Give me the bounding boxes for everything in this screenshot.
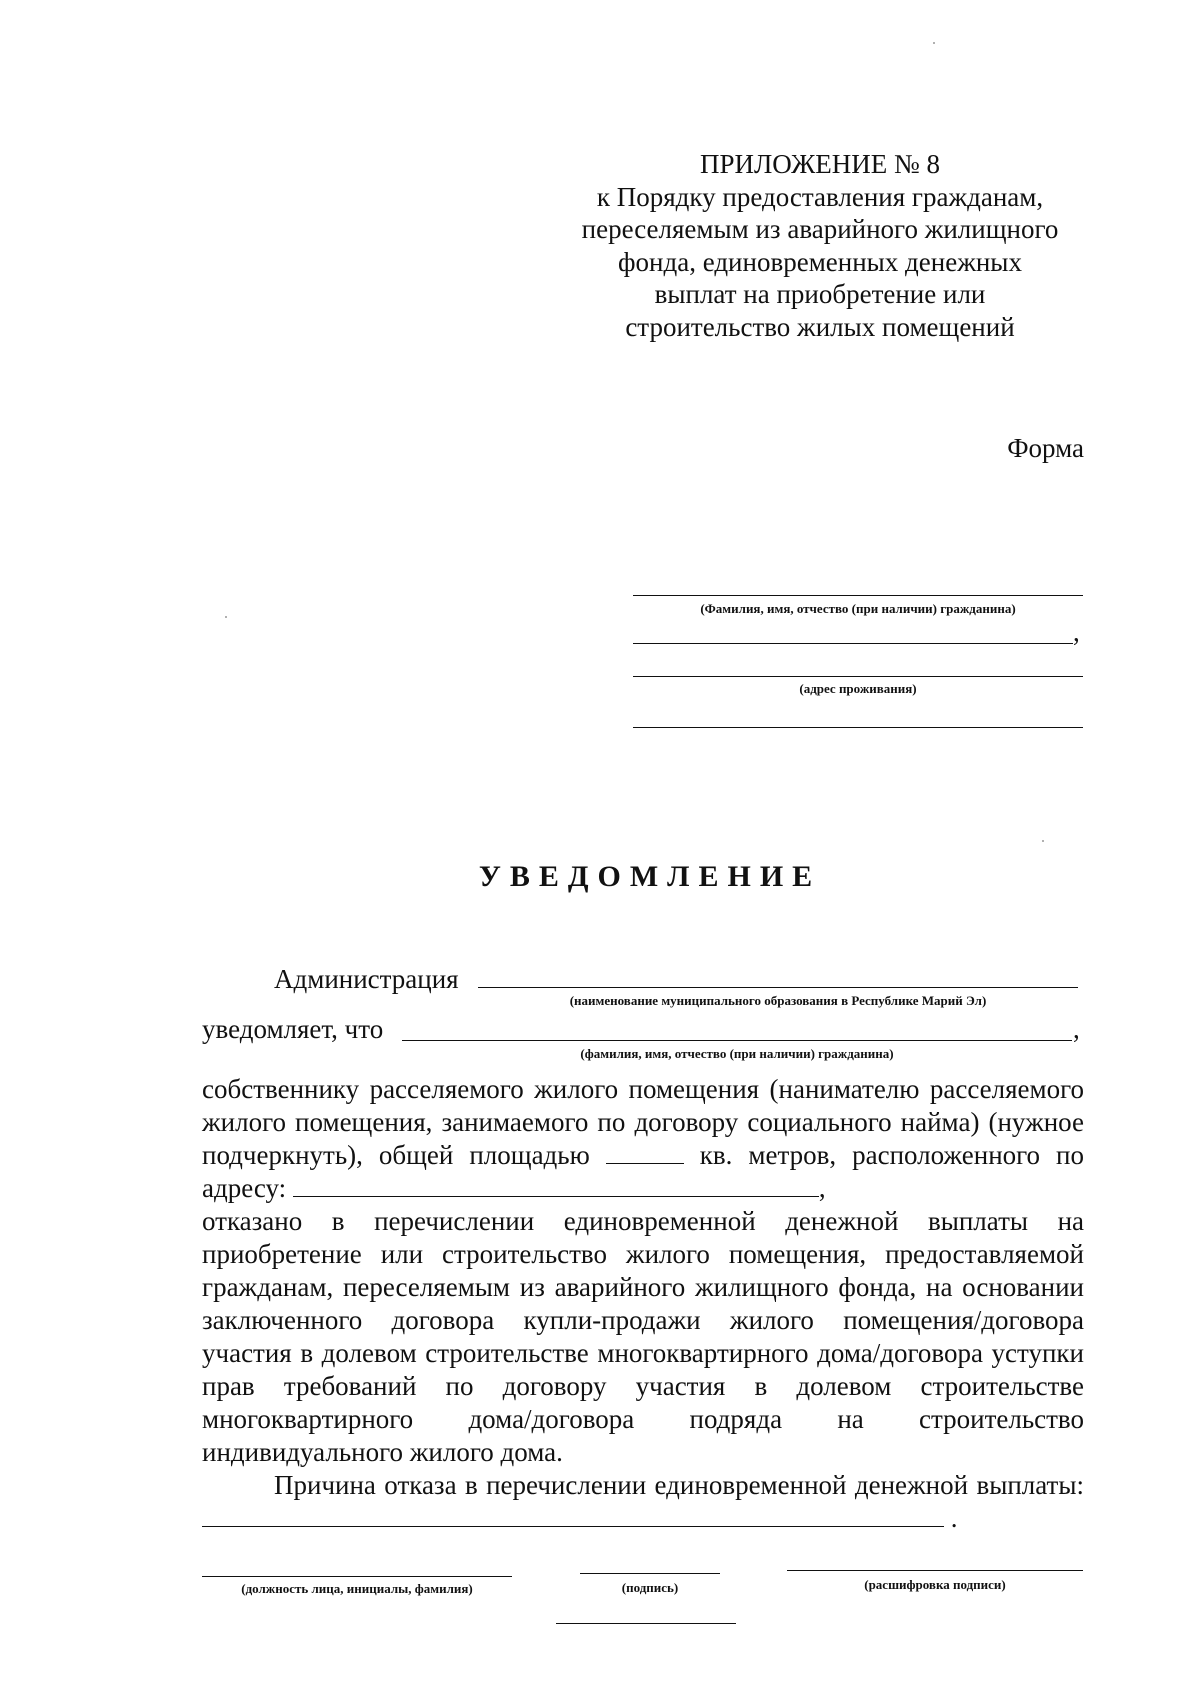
scan-speck: [933, 42, 935, 44]
citizen-caption: (фамилия, имя, отчество (при наличии) гражданина): [580, 1046, 894, 1061]
address-line: [633, 676, 1083, 677]
scan-speck: [1042, 840, 1044, 842]
citizen-name-caption: (Фамилия, имя, отчество (при наличии) гражданина): [700, 601, 1016, 616]
address-line-2: [633, 727, 1083, 728]
body-text-2: кв. метров, расположенного по адресу:: [202, 1140, 1084, 1203]
body-text: [202, 1073, 1084, 1535]
form-label: Форма: [1007, 433, 1084, 463]
address-caption: (адрес проживания): [799, 681, 917, 696]
body-text-1: собственнику расселяемого жилого помещения (нанимателю расселяемого жилого помещения, занимаемого по договору социального найма) (нужное подчеркнуть), общей площадью: [202, 1074, 1084, 1170]
appendix-line: фонда, единовременных денежных: [618, 246, 1022, 277]
address-blank: [293, 1174, 819, 1197]
citizen-name-line: [633, 595, 1083, 596]
appendix-line: выплат на приобретение или: [654, 279, 986, 309]
appendix-line: к Порядку предоставления гражданам,: [596, 181, 1044, 212]
admin-name-line: [478, 987, 1078, 988]
comma: ,: [1073, 617, 1080, 647]
notify-comma: ,: [1073, 1014, 1080, 1044]
admin-label: Администрация: [274, 964, 459, 994]
decode-caption: (расшифровка подписи): [864, 1577, 1006, 1592]
notify-label: уведомляет, что: [202, 1014, 384, 1044]
document-title: УВЕДОМЛЕНИЕ: [478, 860, 822, 893]
sign-line: [580, 1573, 720, 1574]
appendix-block: [560, 148, 1080, 343]
reason-text: Причина отказа в перечислении единовременной денежной выплаты:: [274, 1470, 1084, 1500]
appendix-line: строительство жилых помещений: [625, 311, 1015, 342]
appendix-line: переселяемым из аварийного жилищного: [581, 214, 1059, 244]
appendix-number: ПРИЛОЖЕНИЕ № 8: [699, 149, 941, 179]
reason-period: .: [950, 1503, 958, 1533]
decode-line: [787, 1570, 1083, 1571]
sign-caption: (подпись): [621, 1580, 679, 1595]
position-caption: (должность лица, инициалы, фамилия): [241, 1581, 473, 1596]
body-text-3: отказано в перечислении единовременной денежной выплаты на приобретение или строительство жилого помещения, предоставляемой гражданам, переселяемым из аварийного жилищного фонда, на основании заключенного договора купли-продажи жилого помещения/договора участия в долевом строительстве многоквартирного дома/договора уступки прав требований по договору участия в долевом строительстве многоквартирного дома/договора подряда на строительство индивидуального жилого дома.: [202, 1206, 1084, 1467]
reason-blank: [202, 1504, 944, 1527]
date-line: [556, 1623, 736, 1624]
citizen-name-line-2: [633, 643, 1073, 644]
body-text-comma: ,: [818, 1173, 826, 1203]
position-line: [202, 1576, 512, 1577]
scan-speck: [225, 616, 227, 618]
area-blank: [606, 1141, 684, 1164]
admin-caption: (наименование муниципального образования в Республике Марий Эл): [569, 993, 987, 1008]
citizen-line: [402, 1040, 1072, 1041]
